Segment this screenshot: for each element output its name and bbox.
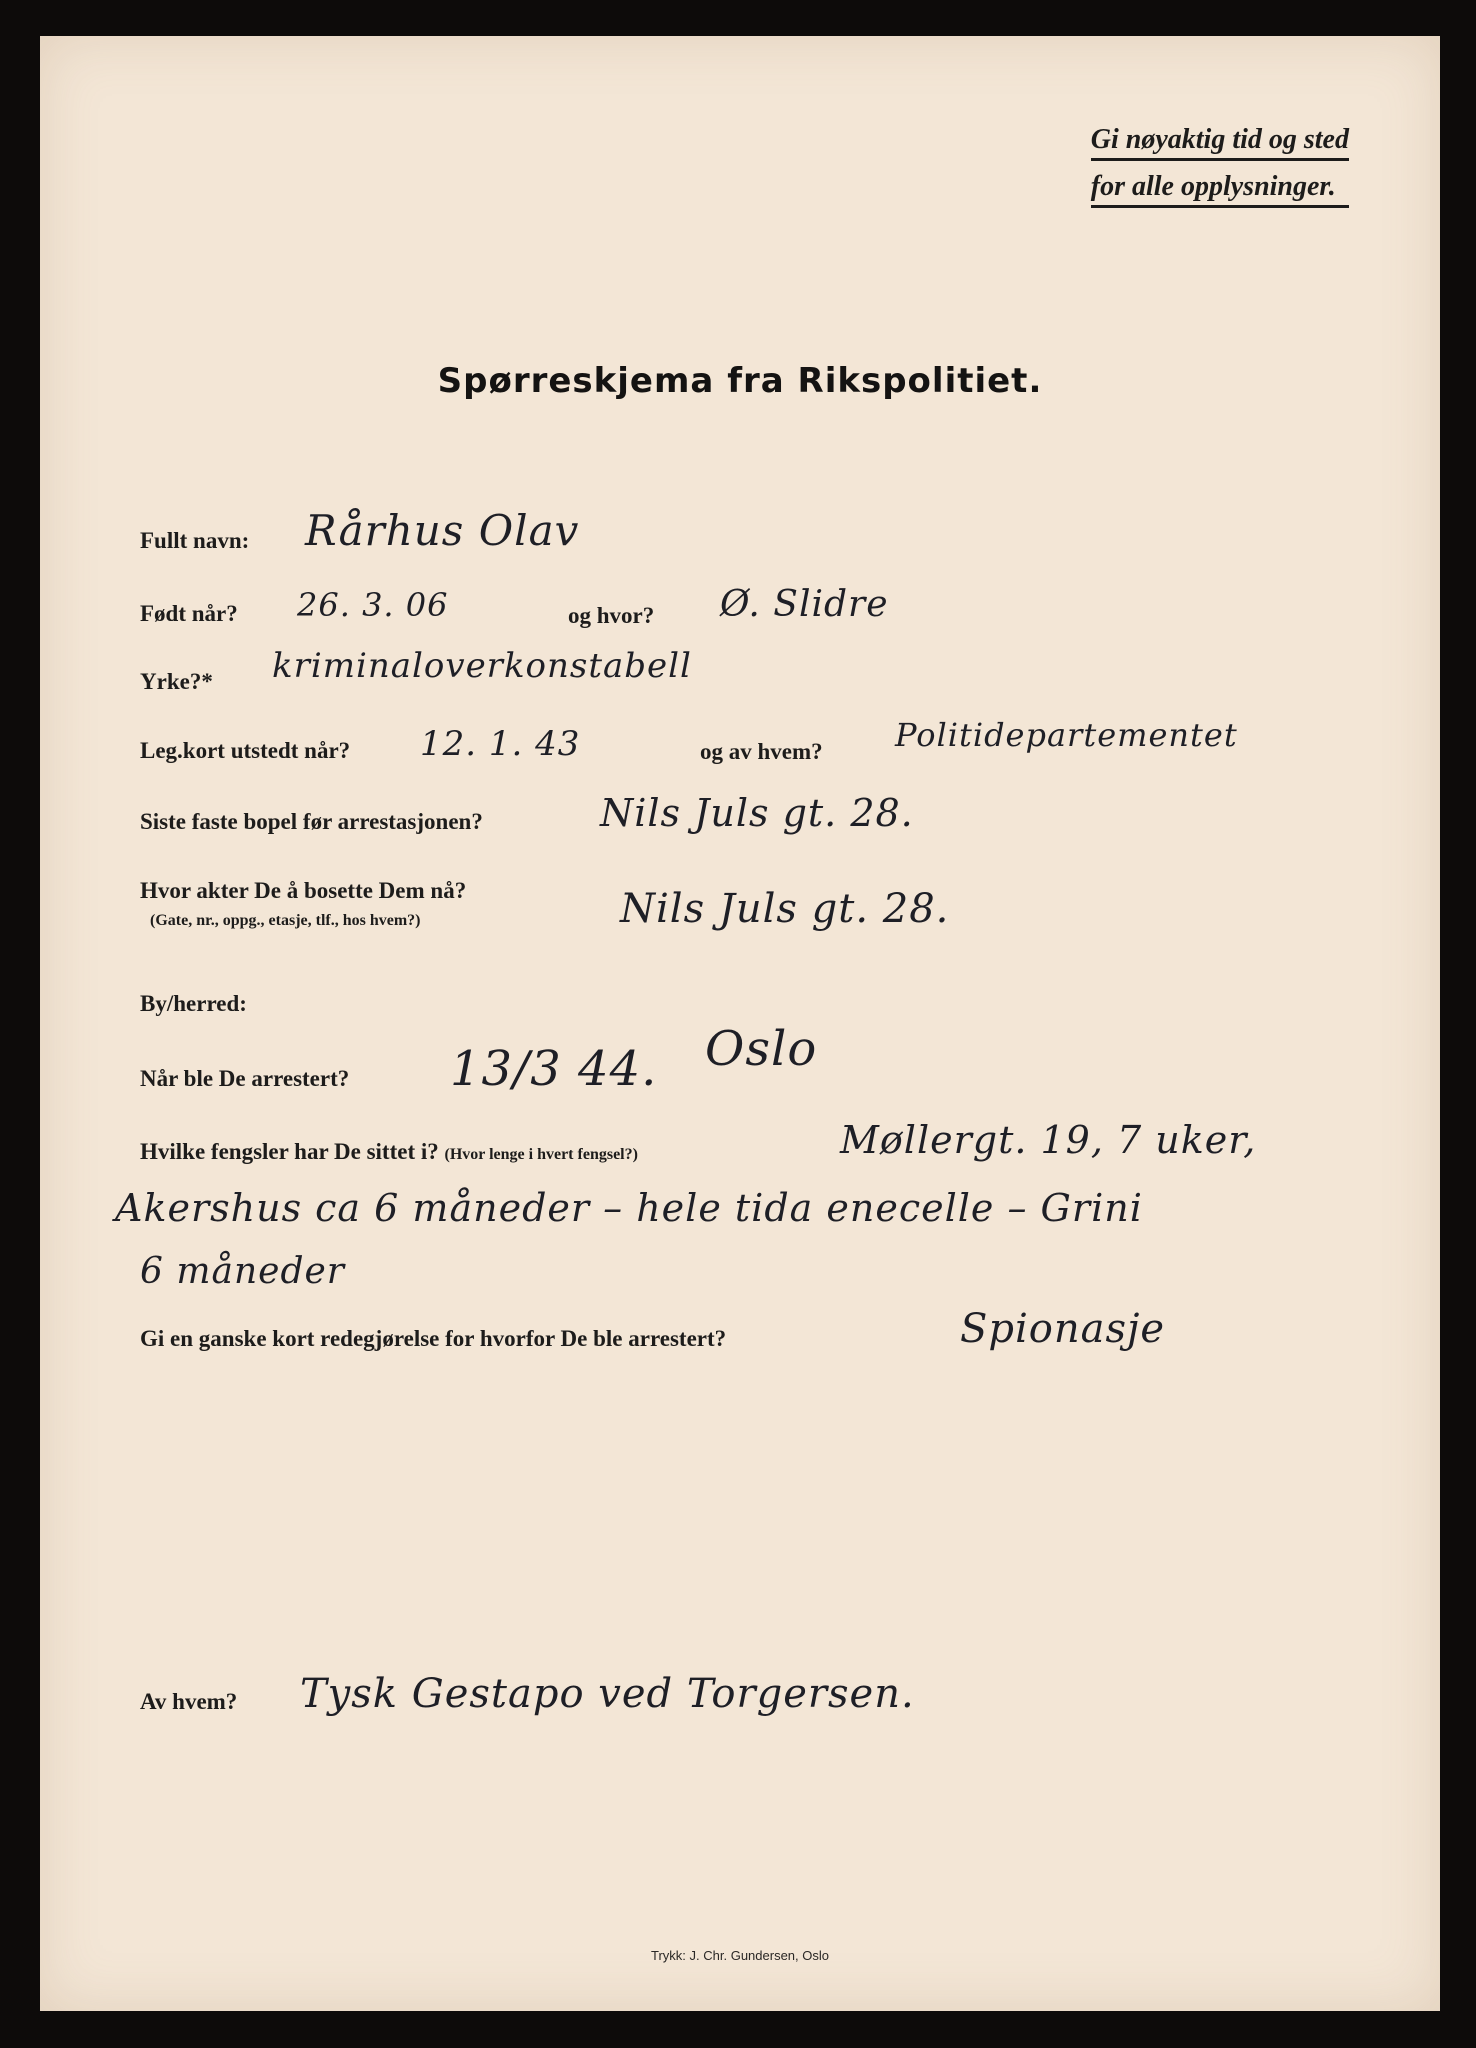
instruction-box (1091, 124, 1349, 218)
value-by-herred: Oslo (705, 1021, 818, 1077)
label-fengsler-main: Hvilke fengsler har De sittet i? (140, 1139, 439, 1164)
value-arrestert: 13/3 44. (450, 1041, 658, 1097)
value-fengsler-line-1: Møllergt. 19, 7 uker, (840, 1118, 1257, 1162)
label-bosette: Hvor akter De å bosette Dem nå? (140, 878, 467, 903)
label-yrke: Yrke?* (140, 669, 213, 694)
label-leg-kort: Leg.kort utstedt når? (140, 738, 351, 763)
label-fodt-nar: Født når? (140, 601, 238, 626)
value-og-hvor: Ø. Slidre (720, 584, 889, 625)
label-og-av-hvem: og av hvem? (700, 739, 823, 764)
sublabel-bosette: (Gate, nr., oppg., etasje, tlf., hos hvem?) (150, 912, 421, 929)
value-fodt-nar: 26. 3. 06 (297, 586, 449, 624)
value-og-av-hvem: Politidepartementet (895, 716, 1238, 754)
instruction-line-2: for alle opplysninger. (1091, 171, 1349, 208)
label-fengsler (140, 1139, 638, 1165)
sublabel-fengsler: (Hvor lenge i hvert fengsel?) (444, 1146, 638, 1163)
label-og-hvor: og hvor? (568, 603, 655, 628)
value-av-hvem: Tysk Gestapo ved Torgersen. (300, 1671, 915, 1717)
form-title: Spørreskjema fra Rikspolitiet. (437, 361, 1043, 401)
value-siste-bopel: Nils Juls gt. 28. (600, 791, 914, 835)
label-redegjorelse: Gi en ganske kort redegjørelse for hvorfor De ble arrestert? (140, 1326, 727, 1351)
value-fengsler-line-2: Akershus ca 6 måneder – hele tida enecelle – Grini (115, 1186, 1143, 1230)
value-fullt-navn: Rårhus Olav (305, 506, 580, 555)
instruction-line-1: Gi nøyaktig tid og sted (1091, 124, 1349, 161)
value-redegjorelse: Spionasje (960, 1306, 1166, 1352)
value-bosette: Nils Juls gt. 28. (620, 886, 950, 932)
label-by-herred: By/herred: (140, 991, 247, 1016)
label-av-hvem: Av hvem? (140, 1689, 238, 1714)
label-fullt-navn: Fullt navn: (140, 528, 250, 553)
value-fengsler-line-3: 6 måneder (140, 1251, 345, 1292)
value-leg-kort: 12. 1. 43 (420, 724, 581, 764)
label-arrestert: Når ble De arrestert? (140, 1066, 350, 1091)
label-siste-bopel: Siste faste bopel før arrestasjonen? (140, 809, 483, 834)
form-paper (40, 36, 1440, 2011)
value-yrke: kriminaloverkonstabell (272, 646, 692, 686)
printer-imprint: Trykk: J. Chr. Gundersen, Oslo (651, 1948, 829, 1963)
